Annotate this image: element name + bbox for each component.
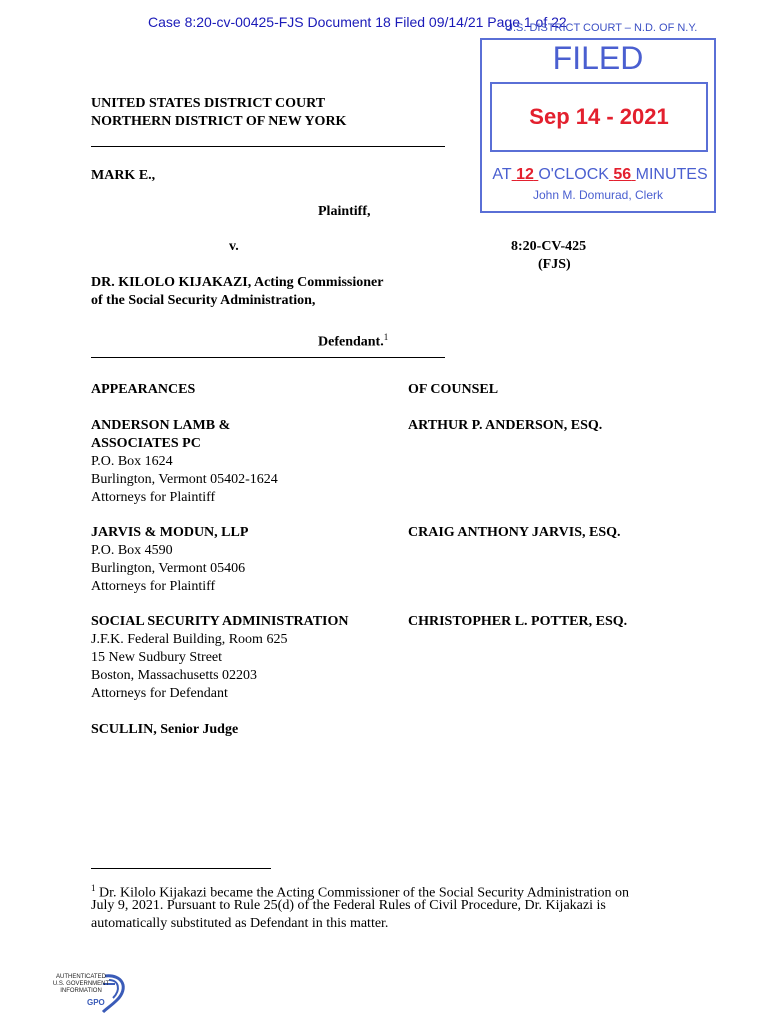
defendant-role: Defendant.$^1$ (318, 332, 389, 350)
plaintiff-name: MARK E., (91, 168, 156, 183)
case-number: 8:20-CV-425 (511, 239, 587, 254)
firm-role: Attorneys for Defendant (91, 686, 228, 701)
stamp-clerk: John M. Domurad, Clerk (532, 188, 664, 202)
firm-address-line: P.O. Box 4590 (91, 543, 173, 558)
caption-rule-bottom (91, 357, 445, 358)
footnote-line: July 9, 2021. Pursuant to Rule 25(d) of the Federal Rules of Civil Procedure, Dr. Kijakazi is (91, 898, 606, 913)
footnote-rule (91, 868, 271, 869)
firm-name: ASSOCIATES PC (91, 436, 201, 451)
firm-role: Attorneys for Plaintiff (91, 490, 216, 505)
gpo-line3: INFORMATION (60, 988, 102, 994)
firm-role: Attorneys for Plaintiff (91, 579, 216, 594)
appearances-heading: APPEARANCES (91, 382, 196, 397)
counsel-name: ARTHUR P. ANDERSON, ESQ. (408, 418, 603, 433)
firm-name: JARVIS & MODUN, LLP (91, 525, 249, 540)
stamp-time (485, 166, 715, 184)
caption-rule-top (91, 146, 445, 147)
stamp-minutes-value: 56 (613, 166, 632, 183)
defendant-line1: DR. KILOLO KIJAKAZI, Acting Commissioner (91, 275, 384, 290)
firm-address-line: P.O. Box 1624 (91, 454, 173, 469)
firm-address-line: 15 New Sudbury Street (91, 650, 223, 665)
counsel-name: CHRISTOPHER L. POTTER, ESQ. (408, 614, 628, 629)
stamp-hour: 12 (516, 166, 534, 183)
firm-name: SOCIAL SECURITY ADMINISTRATION (91, 614, 349, 629)
gpo-line1: AUTHENTICATED (56, 974, 106, 980)
counsel-name: CRAIG ANTHONY JARVIS, ESQ. (408, 525, 621, 540)
footnote-line: $^1$ Dr. Kilolo Kijakazi became the Acting Commissioner of the Social Security Administration on (91, 883, 629, 901)
gpo-line2: U.S. GOVERNMENT (52, 981, 110, 987)
judge-line: SCULLIN, Senior Judge (91, 722, 239, 737)
firm-address-line: Boston, Massachusetts 02203 (91, 668, 258, 683)
footnote-line: automatically substituted as Defendant in this matter. (91, 916, 389, 931)
footnote-ref: 1 (383, 332, 389, 342)
stamp-oclock: O'CLOCK (538, 166, 609, 183)
firm-address-line: J.F.K. Federal Building, Room 625 (91, 632, 288, 647)
judge-initials: (FJS) (538, 257, 571, 272)
stamp-date: Sep 14 - 2021 (529, 104, 669, 129)
plaintiff-role: Plaintiff, (318, 204, 371, 219)
firm-name: ANDERSON LAMB & (91, 418, 231, 433)
firm-address-line: Burlington, Vermont 05406 (91, 561, 246, 576)
stamp-court-label: U.S. DISTRICT COURT – N.D. OF N.Y. (505, 22, 698, 34)
of-counsel-heading: OF COUNSEL (408, 382, 499, 397)
gpo-authenticated-logo (45, 970, 135, 1016)
defendant-line2: of the Social Security Administration, (91, 293, 316, 308)
gpo-mark: GPO (87, 998, 105, 1007)
firm-address-line: Burlington, Vermont 05402-1624 (91, 472, 278, 487)
footnote-mark: 1 (91, 883, 96, 893)
case-header-line: Case 8:20-cv-00425-FJS Document 18 Filed 09/14/21 Page 1 of 22 (148, 14, 567, 30)
court-name-line2: NORTHERN DISTRICT OF NEW YORK (91, 114, 347, 129)
versus: v. (229, 239, 239, 254)
stamp-filed-label: FILED (552, 40, 644, 76)
stamp-minutes: MINUTES (635, 166, 708, 183)
stamp-at: AT (492, 166, 512, 183)
court-name-line1: UNITED STATES DISTRICT COURT (91, 96, 326, 111)
